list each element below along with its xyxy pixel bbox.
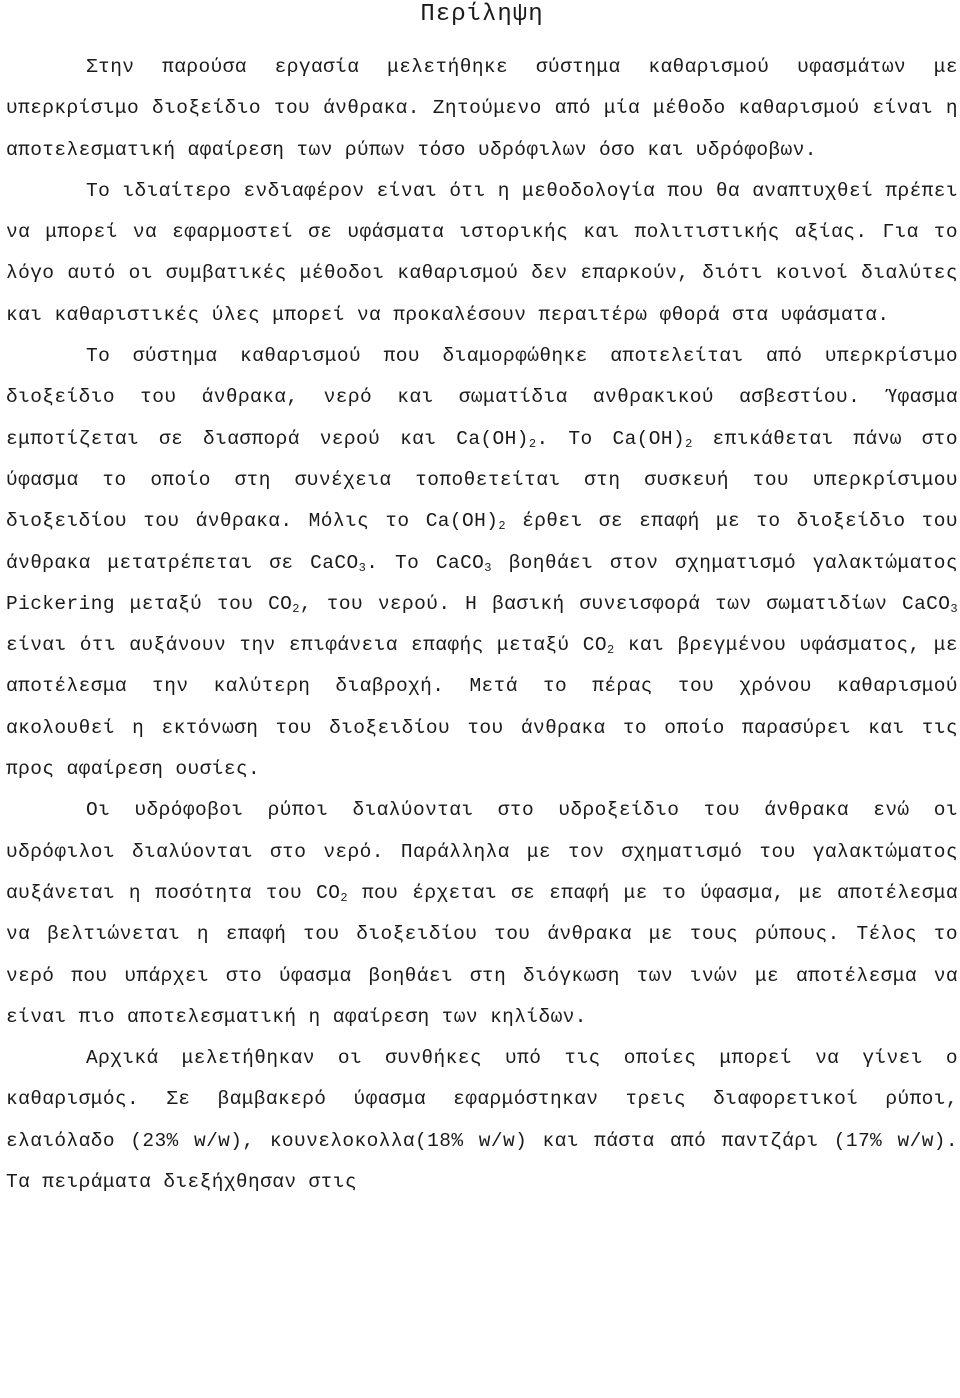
text-run: Το σύστημα καθαρισμού που διαμορφώθηκε αποτελείται από υπερκρίσιμο διοξείδιο του άνθρακα, νερό και σωματίδια ανθρακικού ασβεστίου. Ύφασμα εμποτίζεται σε διασπορά νερού και Ca(OH) <box>6 345 958 450</box>
text-run: είναι ότι αυξάνουν την επιφάνεια επαφής μεταξύ CO <box>6 634 607 657</box>
text-run: έρθει σε επαφή με το διοξείδιο του άνθρακα μετατρέπεται σε CaCO <box>6 510 958 574</box>
text-run: Το ιδιαίτερο ενδιαφέρον είναι ότι η μεθοδολογία που θα αναπτυχθεί πρέπει να μπορεί να εφαρμοστεί σε υφάσματα ιστορικής και πολιτιστικής αξίας. Για το λόγο αυτό οι συμβατικές μέθοδοι καθαρισμού δεν επαρκούν, διότι κοινοί διαλύτες και καθαριστικές ύλες μπορεί να προκαλέσουν περαιτέρω φθορά στα υφάσματα. <box>6 179 958 326</box>
text-run: βοηθάει στον σχηματισμό γαλακτώματος Pickering μεταξύ του CO <box>6 551 958 615</box>
abstract-body <box>6 47 958 1203</box>
text-run: Αρχικά μελετήθηκαν οι συνθήκες υπό τις οποίες μπορεί να γίνει ο καθαρισμός. Σε βαμβακερό ύφασμα εφαρμόστηκαν τρεις διαφορετικοί ρύποι, ελαιόλαδο (23% w/w), κουνελοκολλα(18% w/w) και πάστα από παντζάρι (17% w/w). Τα πειράματα διεξήχθησαν στις <box>6 1047 958 1194</box>
paragraph <box>6 336 958 790</box>
paragraph <box>6 47 958 171</box>
subscript: 3 <box>358 560 367 575</box>
subscript: 2 <box>340 890 348 905</box>
text-run: επικάθεται πάνω στο ύφασμα το οποίο στη συνέχεια τοποθετείται στη συσκευή του υπερκρίσιμου διοξειδίου του άνθρακα. Μόλις το Ca(OH) <box>6 427 959 533</box>
subscript: 2 <box>528 436 537 451</box>
text-run: Οι υδρόφοβοι ρύποι διαλύονται στο υδροξείδιο του άνθρακα ενώ οι υδρόφιλοι διαλύονται στο νερό. Παράλληλα με τον σχηματισμό του γαλακτώματος αυξάνεται η ποσότητα του CO <box>6 799 958 904</box>
subscript: 2 <box>498 519 506 534</box>
page-title: Περίληψη <box>420 1 544 28</box>
text-run: που έρχεται σε επαφή με το ύφασμα, με αποτέλεσμα να βελτιώνεται η επαφή του διοξειδίου του άνθρακα με τους ρύπους. Τέλος το νερό που υπάρχει στο ύφασμα βοηθάει στη διόγκωση των ινών με αποτέλεσμα να είναι πιο αποτελεσματική η αφαίρεση των κηλίδων. <box>6 881 958 1028</box>
subscript: 2 <box>685 436 693 451</box>
paragraph <box>6 1038 958 1203</box>
text-run: Στην παρούσα εργασία μελετήθηκε σύστημα καθαρισμού υφασμάτων με υπερκρίσιμο διοξείδιο του άνθρακα. Ζητούμενο από μία μέθοδο καθαρισμού είναι η αποτελεσματική αφαίρεση των ρύπων τόσο υδρόφιλων όσο και υδρόφοβων. <box>6 56 958 161</box>
text-run: . Το Ca(OH) <box>536 427 686 450</box>
text-run: , του νερού. Η βασική συνεισφορά των σωματιδίων CaCO <box>299 592 951 615</box>
document-page <box>6 0 958 1203</box>
text-run: και βρεγμένου υφάσματος, με αποτέλεσμα την καλύτερη διαβροχή. Μετά το πέρας του χρόνου καθαρισμού ακολουθεί η εκτόνωση του διοξειδίου του άνθρακα το οποίο παρασύρει και τις προς αφαίρεση ουσίες. <box>6 634 958 781</box>
subscript: 3 <box>484 560 492 575</box>
subscript: 3 <box>950 601 958 616</box>
subscript: 2 <box>606 643 615 658</box>
subscript: 2 <box>292 601 300 616</box>
paragraph <box>6 171 958 336</box>
paragraph <box>6 790 958 1038</box>
text-run: . Το CaCO <box>366 551 485 574</box>
